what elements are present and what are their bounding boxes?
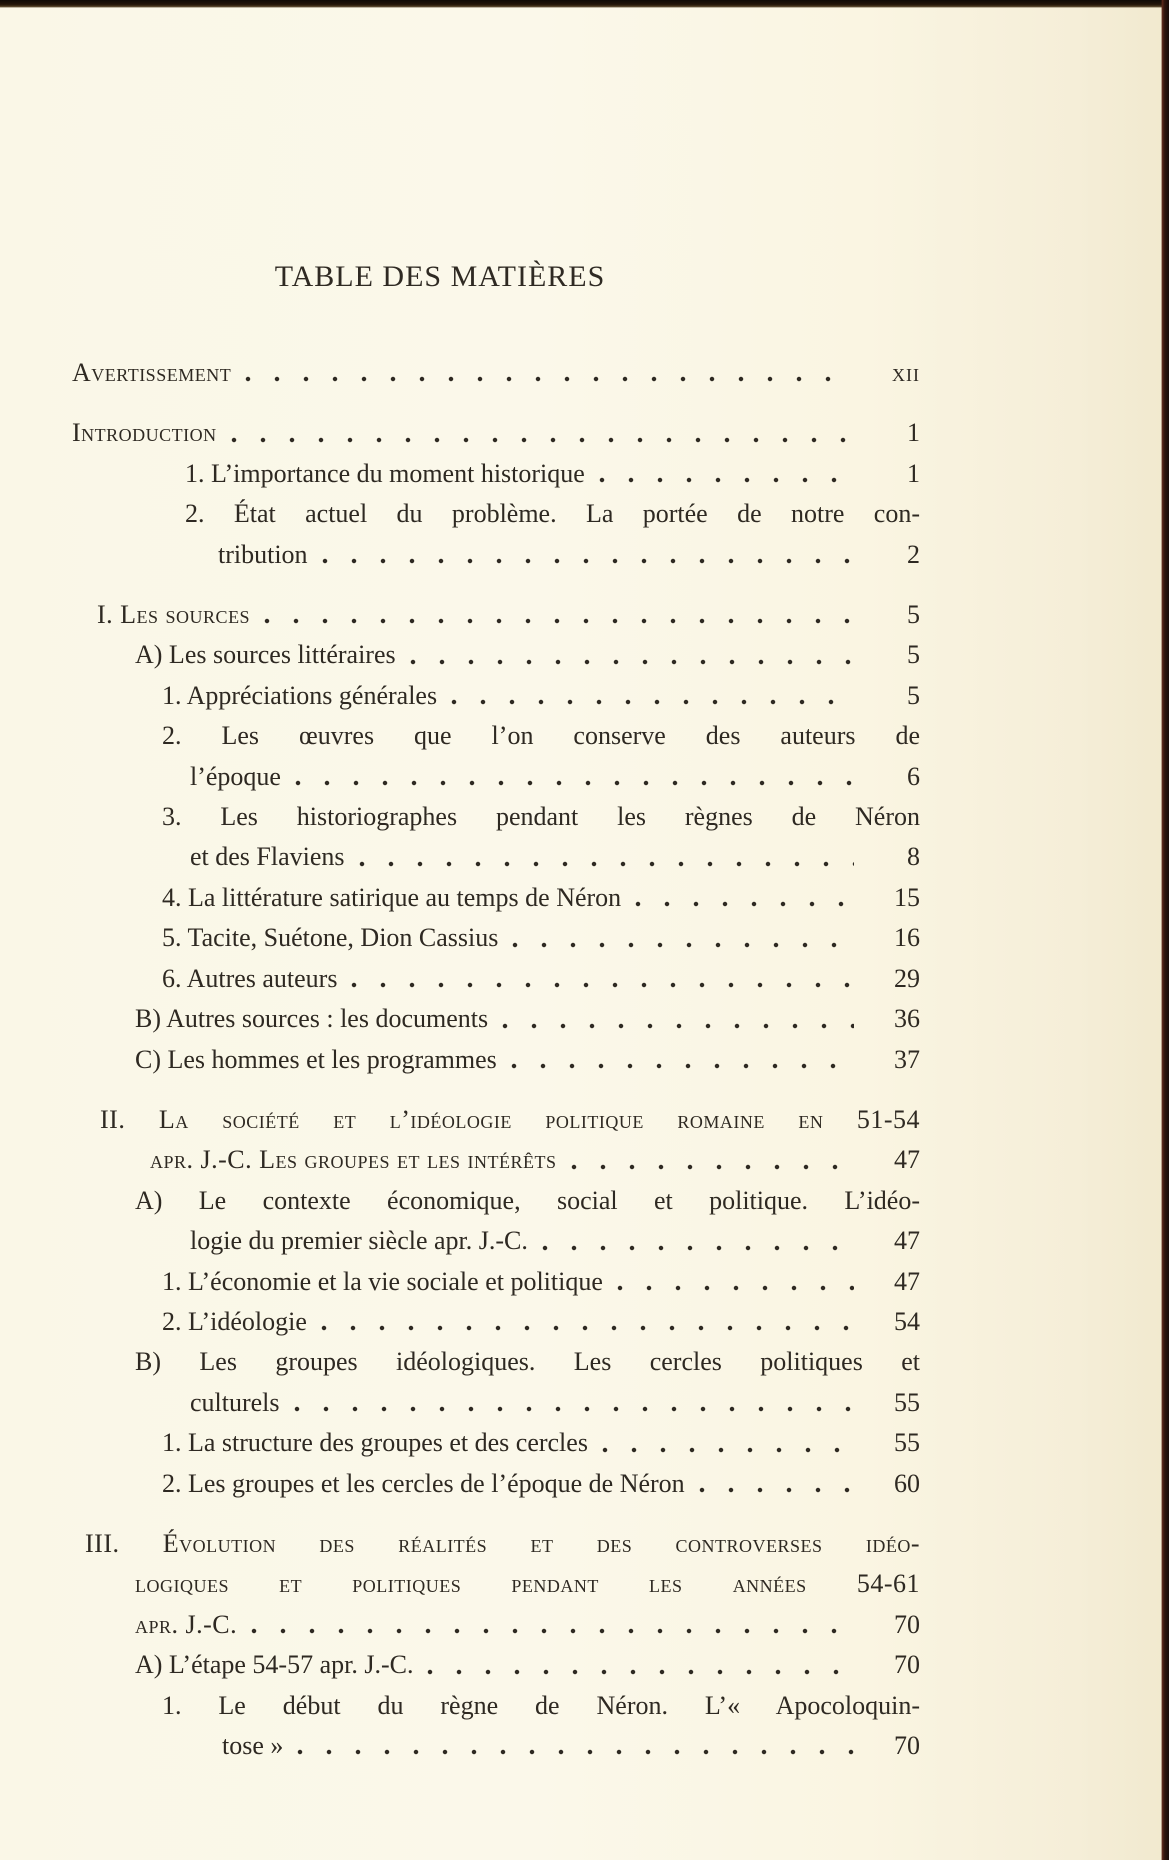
- toc-entry: [72, 716, 920, 756]
- toc-entry-label: apr. J.-C.: [135, 1609, 238, 1639]
- page-number: 47: [894, 1145, 920, 1175]
- toc-entry-label: 1. L’importance du moment historique: [185, 458, 585, 488]
- page-number: 70: [894, 1650, 920, 1680]
- toc-entry: [72, 959, 920, 999]
- page-number: 16: [894, 923, 920, 953]
- toc-entry: [72, 1423, 920, 1463]
- toc-entry: [72, 1686, 920, 1726]
- toc-entry: [72, 1342, 920, 1382]
- toc-entry-label: tribution: [218, 539, 308, 569]
- toc-entry-label: tose »: [222, 1731, 284, 1760]
- toc-entry-label: l’époque: [190, 761, 281, 791]
- toc-entry-label: 6. Autres auteurs: [162, 963, 338, 993]
- dot-leader: [295, 777, 854, 789]
- toc-entry-label: A) Le contexte économique, social et politique. L’idéo-: [135, 1185, 920, 1215]
- dot-leader: [322, 555, 854, 567]
- toc-entry: [72, 918, 920, 958]
- page-number: 60: [894, 1468, 920, 1498]
- toc-entry: [72, 1040, 920, 1080]
- toc-entry-label: 1. La structure des groupes et des cercles: [162, 1428, 588, 1458]
- page-number: 2: [907, 539, 920, 569]
- toc-entry: [72, 494, 920, 534]
- toc-entry: [72, 1605, 920, 1645]
- toc-entry: [72, 353, 920, 393]
- page-number: 29: [894, 963, 920, 993]
- dot-leader: [359, 858, 854, 870]
- toc-entry: [72, 797, 920, 837]
- toc-entry-label: 2. Les groupes et les cercles de l’époque de Néron: [162, 1468, 685, 1498]
- toc-entry: [72, 1524, 920, 1564]
- toc-entry: [72, 1221, 920, 1261]
- toc-entry: [72, 1726, 920, 1766]
- toc-entry-label: C) Les hommes et les programmes: [135, 1044, 497, 1074]
- page-number: 70: [894, 1731, 920, 1760]
- dot-leader: [294, 1403, 854, 1415]
- page-number: 37: [894, 1044, 920, 1074]
- dot-leader: [245, 373, 854, 385]
- toc-entry-label: 5. Tacite, Suétone, Dion Cassius: [162, 923, 499, 953]
- page-number: 5: [907, 680, 920, 710]
- toc-entry-label: II. La société et l’idéologie politique romaine en 51-54: [100, 1104, 920, 1134]
- page-number: 6: [907, 761, 920, 791]
- toc-entry: [72, 1262, 920, 1302]
- scan-edge-right: [1161, 0, 1169, 1860]
- toc-entry-label: 1. Appréciations générales: [162, 680, 438, 710]
- page-number: xii: [892, 358, 920, 387]
- page-number: 54: [894, 1306, 920, 1336]
- dot-leader: [264, 615, 854, 627]
- toc-entry-label: 4. La littérature satirique au temps de Néron: [162, 882, 622, 912]
- toc-entry-label: culturels: [190, 1387, 280, 1417]
- page-content: [72, 0, 920, 1766]
- toc-entry: [72, 1564, 920, 1604]
- dot-leader: [635, 898, 854, 910]
- toc-entry-label: Introduction: [72, 418, 217, 448]
- toc-entry: [72, 635, 920, 675]
- page-number: 47: [894, 1266, 920, 1296]
- toc-entry: [72, 676, 920, 716]
- toc-entry-label: logie du premier siècle apr. J.-C.: [190, 1226, 528, 1256]
- toc-entry-label: B) Autres sources : les documents: [135, 1004, 489, 1034]
- toc-entry-label: 2. État actuel du problème. La portée de notre con-: [185, 499, 920, 529]
- toc-entry: [72, 1181, 920, 1221]
- toc-entry-label: B) Les groupes idéologiques. Les cercles politiques et: [135, 1347, 920, 1377]
- toc-entry: [72, 1100, 920, 1140]
- toc-entry-label: logiques et politiques pendant les années 54-61: [135, 1569, 920, 1599]
- toc-entry-label: 1. L’économie et la vie sociale et politique: [162, 1266, 603, 1296]
- dot-leader: [699, 1484, 854, 1496]
- toc-entry: [72, 1140, 920, 1180]
- dot-leader: [451, 696, 854, 708]
- dot-leader: [502, 1020, 854, 1032]
- toc-entry: [72, 413, 920, 453]
- dot-leader: [410, 656, 854, 668]
- page-number: 70: [894, 1609, 920, 1639]
- toc-entry-label: et des Flaviens: [190, 842, 345, 872]
- toc-entry: [72, 837, 920, 877]
- toc-entry-label: Avertissement: [72, 358, 232, 387]
- toc-list: [72, 353, 920, 1766]
- dot-leader: [571, 1161, 854, 1173]
- dot-leader: [297, 1746, 854, 1758]
- dot-leader: [602, 1444, 854, 1456]
- toc-entry-label: A) L’étape 54-57 apr. J.-C.: [135, 1650, 414, 1680]
- dot-leader: [512, 939, 854, 951]
- page-number: 1: [907, 458, 920, 488]
- page-number: 36: [894, 1004, 920, 1034]
- dot-leader: [427, 1666, 854, 1678]
- page-number: 1: [907, 418, 920, 448]
- toc-entry: [72, 454, 920, 494]
- page-number: 5: [907, 640, 920, 670]
- page-number: 55: [894, 1387, 920, 1417]
- toc-entry: [72, 1302, 920, 1342]
- toc-entry-label: 2. L’idéologie: [162, 1306, 307, 1336]
- toc-entry-label: III. Évolution des réalités et des controverses idéo-: [85, 1528, 920, 1558]
- dot-leader: [599, 474, 854, 486]
- page-title: TABLE DES MATIÈRES: [274, 260, 606, 293]
- dot-leader: [251, 1625, 854, 1637]
- toc-entry: [72, 757, 920, 797]
- page-number: 5: [907, 600, 920, 630]
- toc-entry: [72, 1383, 920, 1423]
- toc-entry-label: 3. Les historiographes pendant les règnes de Néron: [162, 802, 920, 832]
- toc-entry: [72, 878, 920, 918]
- page-number: 15: [894, 882, 920, 912]
- toc-entry: [72, 535, 920, 575]
- dot-leader: [231, 434, 854, 446]
- dot-leader: [542, 1242, 854, 1254]
- toc-entry: [72, 595, 920, 635]
- toc-entry: [72, 999, 920, 1039]
- dot-leader: [321, 1322, 854, 1334]
- page-number: 55: [894, 1428, 920, 1458]
- toc-entry-label: I. Les sources: [97, 600, 251, 630]
- dot-leader: [617, 1282, 854, 1294]
- toc-entry-label: A) Les sources littéraires: [135, 640, 396, 670]
- toc-entry-label: 1. Le début du règne de Néron. L’« Apocoloquin-: [162, 1690, 920, 1720]
- page-number: 8: [907, 842, 920, 872]
- toc-entry-label: apr. J.-C. Les groupes et les intérêts: [150, 1145, 557, 1175]
- toc-entry-label: 2. Les œuvres que l’on conserve des auteurs de: [162, 721, 920, 751]
- page-number: 47: [894, 1226, 920, 1256]
- toc-entry: [72, 1464, 920, 1504]
- toc-entry: [72, 1645, 920, 1685]
- dot-leader: [511, 1060, 854, 1072]
- dot-leader: [351, 979, 854, 991]
